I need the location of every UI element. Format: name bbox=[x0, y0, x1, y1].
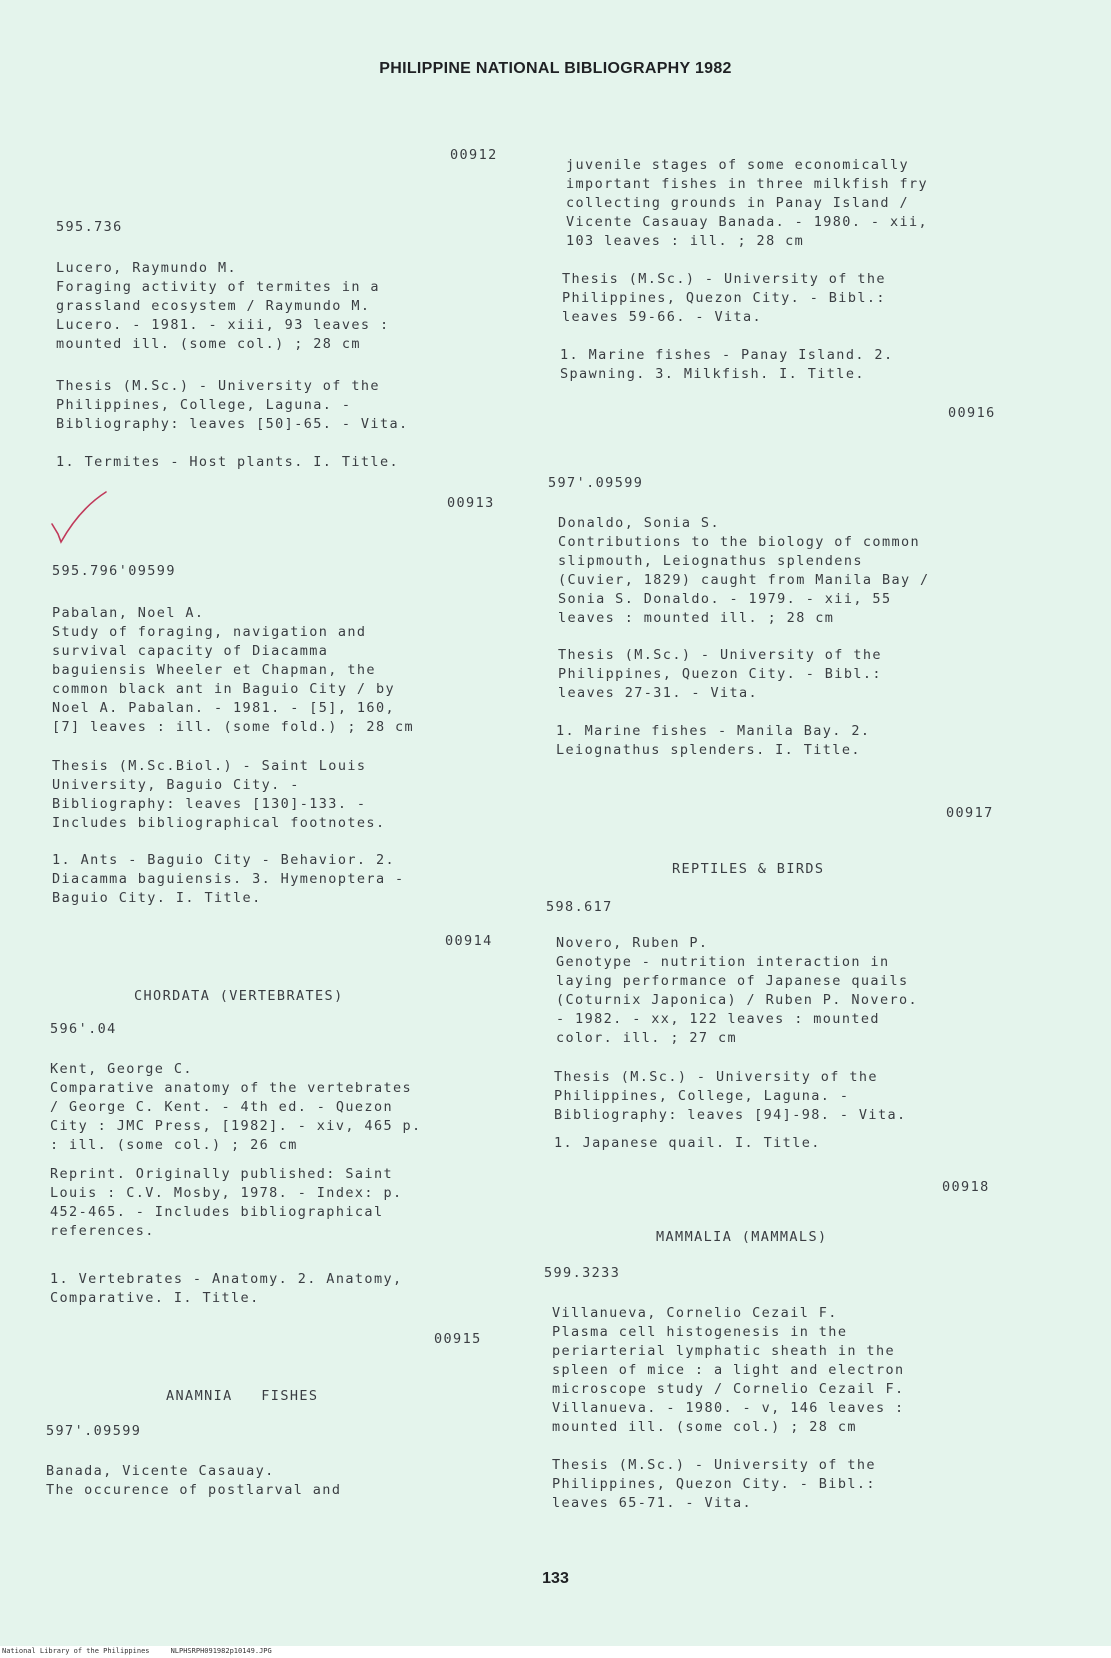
section-heading: MAMMALIA (MAMMALS) bbox=[656, 1229, 828, 1245]
entry-tracings: 1. Japanese quail. I. Title. bbox=[554, 1135, 821, 1151]
entry-body: Novero, Ruben P. Genotype - nutrition interaction in laying performance of Japanese quails (Coturnix Japonica) / Ruben P. Novero. - 1982. - xx, 122 leaves : mounted color. ill. ; 27 cm bbox=[556, 935, 919, 1046]
entry-body: Lucero, Raymundo M. Foraging activity of termites in a grassland ecosystem / Raymundo M. Lucero. - 1981. - xiii, 93 leaves : mounted ill. (some col.) ; 28 cm bbox=[56, 260, 390, 352]
section-heading: CHORDATA (VERTEBRATES) bbox=[134, 988, 344, 1004]
classification-number: 597'.09599 bbox=[46, 1423, 142, 1439]
entry-body: Kent, George C. Comparative anatomy of the vertebrates / George C. Kent. - 4th ed. - Quezon City : JMC Press, [1982]. - xiv, 465 p. : ill. (some col.) ; 26 cm bbox=[50, 1061, 422, 1153]
entry-body: juvenile stages of some economically important fishes in three milkfish fry collecting grounds in Panay Island / Vicente Casauay Banada. - 1980. - xii, 103 leaves : ill. ; 28 cm bbox=[566, 157, 929, 249]
scan-footer-text: National Library of the Philippines NLPHSRPH091982p10149.JPG bbox=[2, 1647, 272, 1655]
classification-number: 595.736 bbox=[56, 219, 123, 235]
classification-number: 597'.09599 bbox=[548, 475, 644, 491]
entry-notes: Thesis (M.Sc.Biol.) - Saint Louis University, Baguio City. - Bibliography: leaves [130]-133. - Includes bibliographical footnotes. bbox=[52, 758, 386, 831]
entry-number-00918: 00918 bbox=[942, 1179, 990, 1195]
entry-number-00912: 00912 bbox=[450, 147, 498, 163]
entry-tracings: 1. Termites - Host plants. I. Title. bbox=[56, 454, 399, 470]
classification-number: 596'.04 bbox=[50, 1021, 117, 1037]
section-heading: REPTILES & BIRDS bbox=[672, 861, 825, 877]
entry-body: Banada, Vicente Casauay. The occurence of postlarval and bbox=[46, 1463, 342, 1498]
entry-tracings: 1. Marine fishes - Panay Island. 2. Spawning. 3. Milkfish. I. Title. bbox=[560, 347, 894, 382]
entry-body: Donaldo, Sonia S. Contributions to the biology of common slipmouth, Leiognathus splendens (Cuvier, 1829) caught from Manila Bay / Sonia S. Donaldo. - 1979. - xii, 55 leaves : mounted ill. ; 28 cm bbox=[558, 515, 930, 626]
page-title: PHILIPPINE NATIONAL BIBLIOGRAPHY 1982 bbox=[379, 60, 732, 77]
entry-tracings: 1. Ants - Baguio City - Behavior. 2. Diacamma baguiensis. 3. Hymenoptera - Baguio City. I. Title. bbox=[52, 852, 405, 906]
page-number: 133 bbox=[542, 1570, 569, 1587]
entry-notes: Thesis (M.Sc.) - University of the Philippines, Quezon City. - Bibl.: leaves 27-31. - Vita. bbox=[558, 647, 882, 701]
entry-notes: Thesis (M.Sc.) - University of the Philippines, Quezon City. - Bibl.: leaves 65-71. - Vita. bbox=[552, 1457, 876, 1511]
entry-number-00913: 00913 bbox=[447, 495, 495, 511]
section-heading: ANAMNIA FISHES bbox=[166, 1388, 319, 1404]
entry-tracings: 1. Marine fishes - Manila Bay. 2. Leiognathus splenders. I. Title. bbox=[556, 723, 871, 758]
classification-number: 599.3233 bbox=[544, 1265, 621, 1281]
entry-tracings: 1. Vertebrates - Anatomy. 2. Anatomy, Comparative. I. Title. bbox=[50, 1271, 403, 1306]
entry-notes: Thesis (M.Sc.) - University of the Philippines, College, Laguna. - Bibliography: leaves [50]-65. - Vita. bbox=[56, 378, 409, 432]
classification-number: 598.617 bbox=[546, 899, 613, 915]
classification-number: 595.796'09599 bbox=[52, 563, 176, 579]
entry-body: Pabalan, Noel A. Study of foraging, navigation and survival capacity of Diacamma baguiensis Wheeler et Chapman, the common black ant in Baguio City / by Noel A. Pabalan. - 1981. - [5], 160, [7] leaves : ill. (some fold.) ; 28 cm bbox=[52, 605, 415, 735]
entry-notes: Reprint. Originally published: Saint Louis : C.V. Mosby, 1978. - Index: p. 452-465. - Includes bibliographical references. bbox=[50, 1166, 403, 1239]
entry-notes: Thesis (M.Sc.) - University of the Philippines, College, Laguna. - Bibliography: leaves [94]-98. - Vita. bbox=[554, 1069, 907, 1123]
entry-body: Villanueva, Cornelio Cezail F. Plasma cell histogenesis in the periarterial lymphatic sheath in the spleen of mice : a light and electron microscope study / Cornelio Cezail F. Villanueva. - 1980. - v, 146 leaves : mounted ill. (some col.) ; 28 cm bbox=[552, 1305, 905, 1435]
entry-notes: Thesis (M.Sc.) - University of the Philippines, Quezon City. - Bibl.: leaves 59-66. - Vita. bbox=[562, 271, 886, 325]
entry-number-00916: 00916 bbox=[948, 405, 996, 421]
entry-number-00917: 00917 bbox=[946, 805, 994, 821]
entry-number-00914: 00914 bbox=[445, 933, 493, 949]
checkmark-icon bbox=[48, 490, 108, 546]
entry-number-00915: 00915 bbox=[434, 1331, 482, 1347]
